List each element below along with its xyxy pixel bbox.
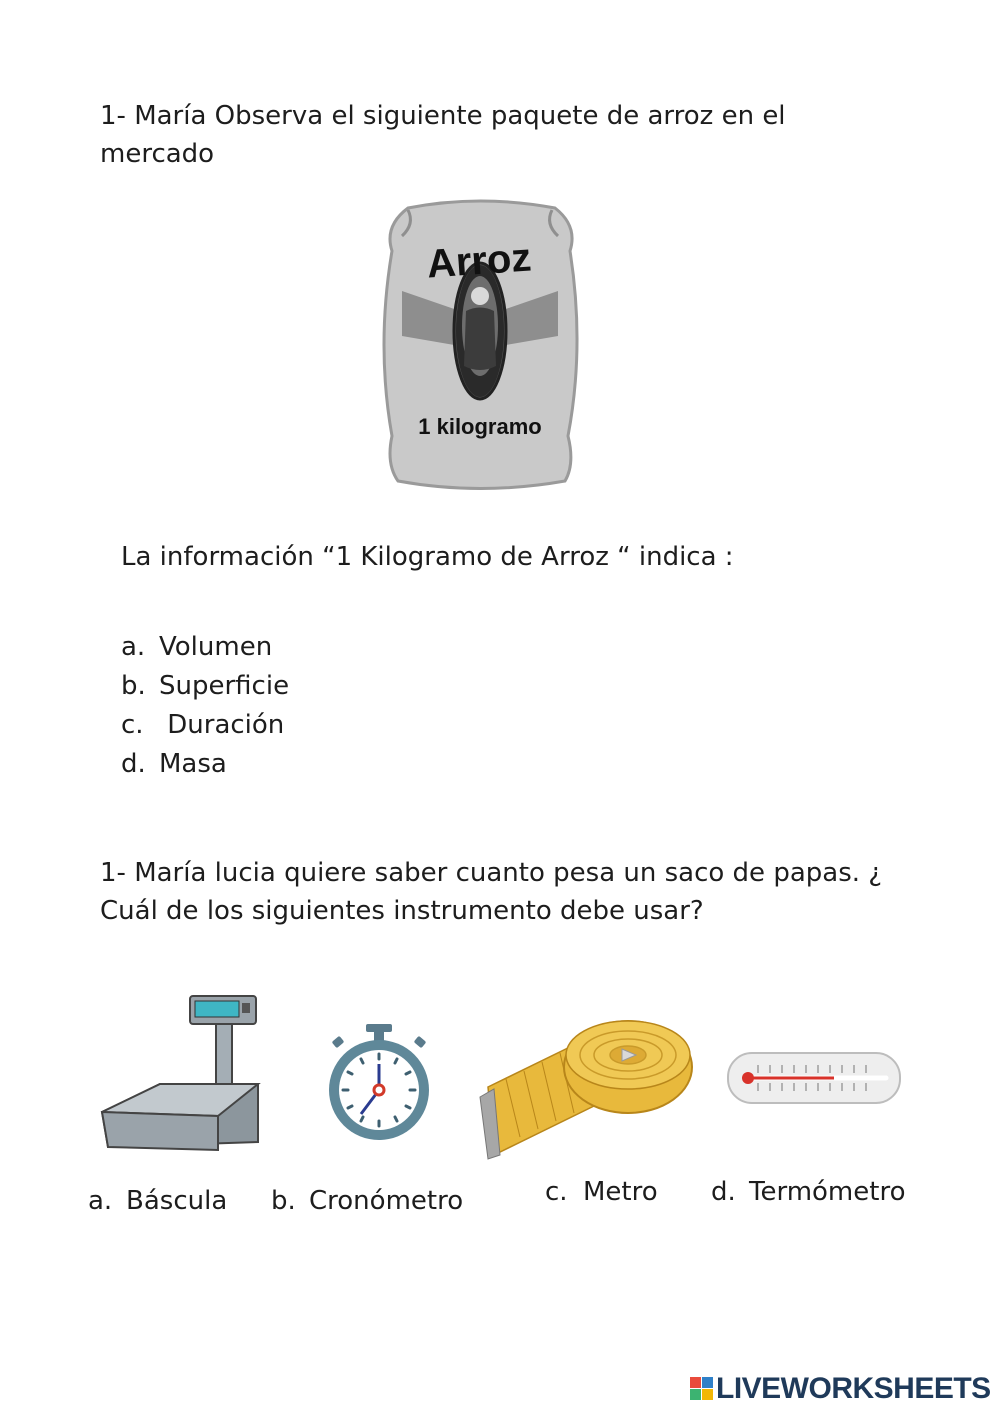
option-letter: c. bbox=[545, 1177, 568, 1207]
tape-measure-icon bbox=[476, 1005, 696, 1160]
question-2-prompt: 1- María lucia quiere saber cuanto pesa un saco de papas. ¿ Cuál de los siguientes instrumento debe usar? bbox=[100, 858, 883, 926]
instrument-option-b[interactable] bbox=[271, 1186, 463, 1216]
option-letter: b. bbox=[121, 671, 146, 701]
bag-bottom-text: 1 kilogramo bbox=[418, 414, 542, 439]
option-text: Duración bbox=[159, 710, 285, 740]
logo-text: LIVEWORKSHEETS bbox=[716, 1372, 991, 1405]
option-d[interactable] bbox=[121, 745, 289, 784]
option-text: Báscula bbox=[126, 1186, 228, 1216]
option-text: Superficie bbox=[159, 671, 290, 701]
bag-top-text: Arroz bbox=[425, 235, 533, 287]
instrument-option-c[interactable] bbox=[545, 1177, 658, 1207]
option-letter: b. bbox=[271, 1186, 296, 1216]
option-letter: c. bbox=[121, 710, 144, 740]
rice-bag-image bbox=[380, 196, 580, 491]
option-text: Masa bbox=[159, 749, 227, 779]
instrument-option-d[interactable] bbox=[711, 1177, 905, 1207]
instrument-option-a[interactable] bbox=[88, 1186, 227, 1216]
option-letter: a. bbox=[121, 632, 146, 662]
option-text: Volumen bbox=[159, 632, 273, 662]
scale-icon bbox=[98, 992, 263, 1160]
option-letter: d. bbox=[711, 1177, 736, 1207]
question-1-prompt: 1- María Observa el siguiente paquete de arroz en el mercado bbox=[100, 101, 786, 169]
option-letter: d. bbox=[121, 749, 146, 779]
question-1-info: La información “1 Kilogramo de Arroz “ indica : bbox=[121, 542, 734, 572]
option-text: Cronómetro bbox=[309, 1186, 464, 1216]
logo-blocks-icon bbox=[690, 1377, 714, 1401]
stopwatch-icon bbox=[323, 1022, 435, 1144]
option-letter: a. bbox=[88, 1186, 113, 1216]
liveworksheets-logo bbox=[690, 1372, 991, 1406]
option-text: Metro bbox=[583, 1177, 658, 1207]
question-1-options bbox=[121, 628, 289, 784]
option-b[interactable] bbox=[121, 667, 289, 706]
thermometer-icon bbox=[726, 1051, 902, 1105]
option-a[interactable] bbox=[121, 628, 289, 667]
option-text: Termómetro bbox=[749, 1177, 906, 1207]
option-c[interactable] bbox=[121, 706, 289, 745]
